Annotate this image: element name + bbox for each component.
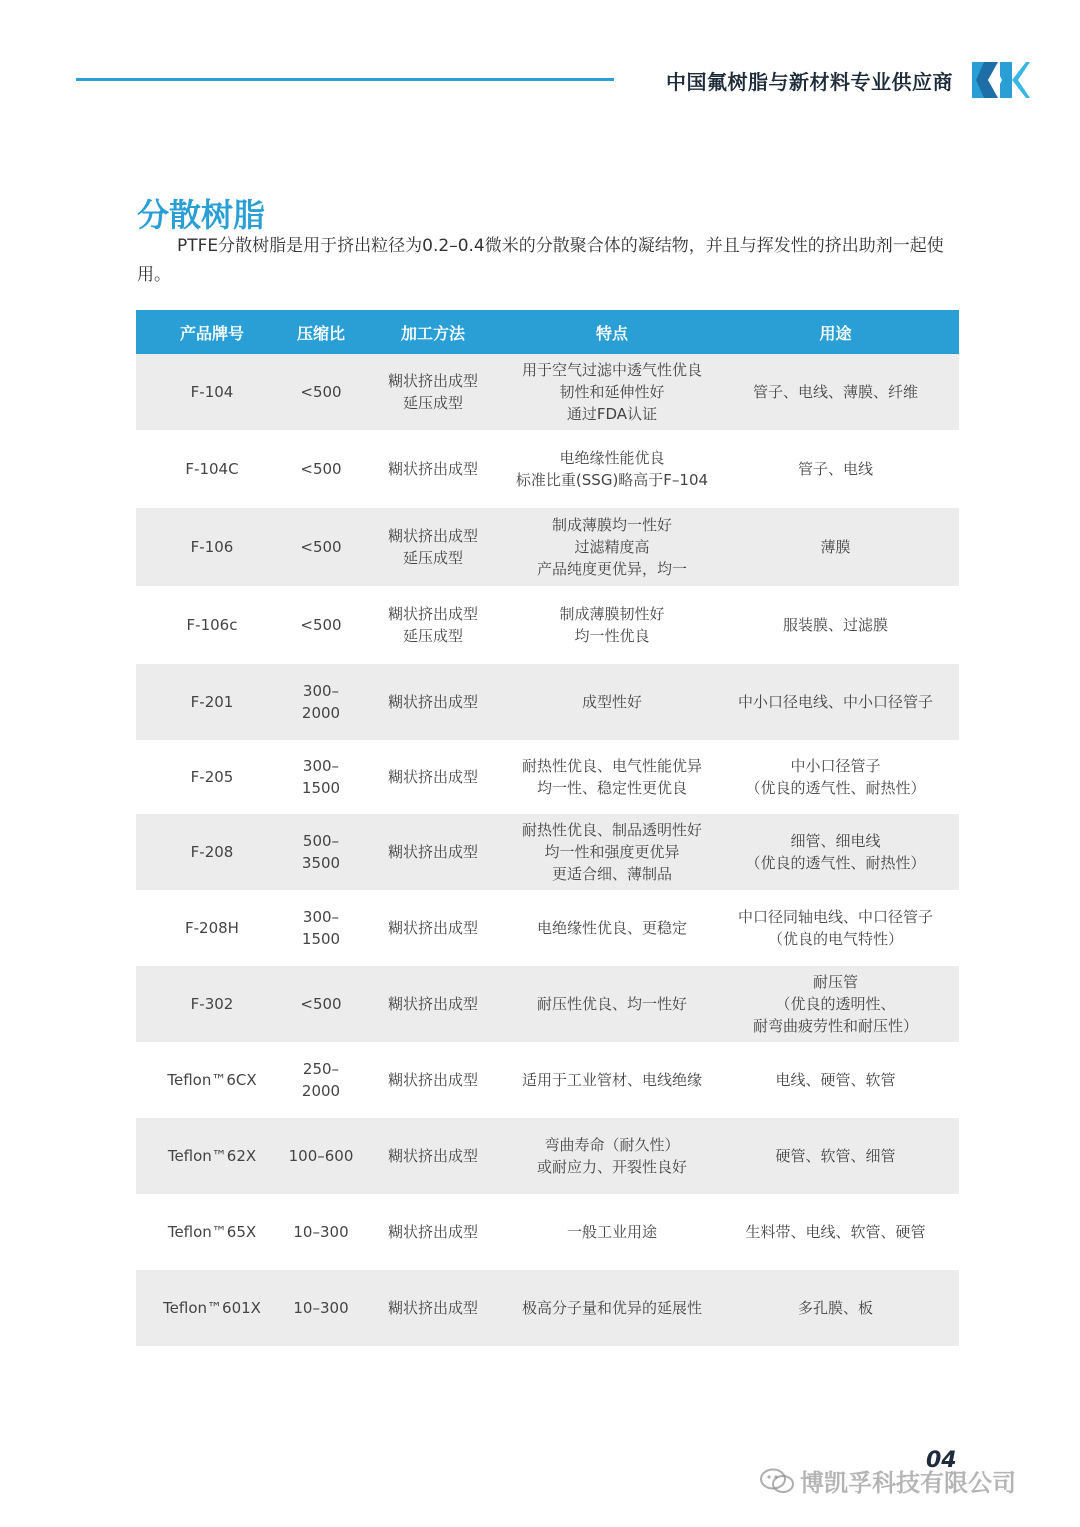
- cell-features: 电绝缘性优良、更稳定: [536, 919, 687, 937]
- cell-uses: 细管、细电线 （优良的透气性、耐热性）: [745, 832, 926, 872]
- watermark: [760, 1463, 1016, 1498]
- cell-uses: 电线、硬管、软管: [775, 1071, 896, 1089]
- cell-ratio: <500: [300, 538, 342, 556]
- cell-uses: 中口径同轴电线、中口径管子 （优良的电气特性）: [737, 908, 933, 948]
- cell-ratio: <500: [300, 460, 342, 478]
- cell-grade: F-205: [190, 768, 234, 786]
- cell-ratio: <500: [300, 616, 342, 634]
- cell-method: 糊状挤出成型: [387, 843, 478, 861]
- intro-paragraph: PTFE分散树脂是用于挤出粒径为0.2–0.4微米的分散聚合体的凝结物，并且与挥发性的挤出助剂一起使用。: [137, 236, 944, 285]
- cell-method: 糊状挤出成型: [387, 1223, 478, 1241]
- cell-features: 弯曲寿命（耐久性） 或耐应力、开裂性良好: [536, 1136, 687, 1176]
- cell-features: 适用于工业管材、电线绝缘: [521, 1071, 702, 1089]
- cell-grade: F-208: [190, 843, 234, 861]
- table-body: [136, 354, 959, 1346]
- cell-grade: F-208H: [185, 919, 239, 937]
- cell-uses: 中小口径管子 （优良的透气性、耐热性）: [745, 757, 926, 797]
- table-row: [136, 1118, 959, 1194]
- header-method: 加工方法: [400, 323, 465, 343]
- cell-features: 制成薄膜均一性好 过滤精度高 产品纯度更优异，均一: [536, 516, 687, 578]
- table-row: [136, 586, 959, 664]
- cell-method: 糊状挤出成型: [387, 1299, 478, 1317]
- header-features: 特点: [595, 323, 628, 343]
- cell-features: 用于空气过滤中透气性优良 韧性和延伸性好 通过FDA认证: [521, 361, 702, 423]
- table-row: [136, 890, 959, 966]
- cell-grade: Teflon™62X: [167, 1147, 257, 1165]
- table-row: [136, 508, 959, 586]
- cell-uses: 多孔膜、板: [797, 1299, 873, 1317]
- cell-features: 一般工业用途: [566, 1223, 657, 1241]
- cell-uses: 硬管、软管、细管: [775, 1147, 896, 1165]
- wechat-icon: [760, 1468, 794, 1494]
- cell-method: 糊状挤出成型: [387, 995, 478, 1013]
- cell-features: 耐压性优良、均一性好: [536, 995, 687, 1013]
- cell-features: 耐热性优良、制品透明性好 均一性和强度更优异 更适合细、薄制品: [521, 821, 702, 883]
- cell-grade: Teflon™601X: [163, 1299, 261, 1317]
- table-row: [136, 430, 959, 508]
- cell-ratio: 300–1500: [301, 757, 341, 797]
- cell-grade: F-104: [190, 383, 234, 401]
- cell-uses: 薄膜: [820, 538, 851, 556]
- cell-method: 糊状挤出成型 延压成型: [387, 605, 478, 645]
- cell-ratio: 500–3500: [301, 832, 341, 872]
- cell-ratio: <500: [300, 383, 342, 401]
- cell-grade: F-302: [190, 995, 234, 1013]
- cell-grade: Teflon™65X: [167, 1223, 257, 1241]
- table-row: [136, 664, 959, 740]
- cell-features: 极高分子量和优异的延展性: [521, 1299, 702, 1317]
- cell-method: 糊状挤出成型: [387, 460, 478, 478]
- product-table: [136, 310, 959, 1346]
- table-row: [136, 740, 959, 814]
- header-title: 中国氟树脂与新材料专业供应商: [666, 70, 953, 94]
- cell-ratio: <500: [300, 995, 342, 1013]
- cell-grade: F-104C: [185, 460, 239, 478]
- cell-method: 糊状挤出成型: [387, 1071, 478, 1089]
- table-row: [136, 1270, 959, 1346]
- cell-method: 糊状挤出成型 延压成型: [387, 372, 478, 412]
- watermark-text: 博凯孚科技有限公司: [800, 1469, 1016, 1497]
- header-uses: 用途: [819, 323, 852, 343]
- table-header: [136, 310, 959, 354]
- table-row: [136, 814, 959, 890]
- cell-grade: F-106c: [186, 616, 238, 634]
- cell-ratio: 300–2000: [301, 682, 341, 722]
- cell-features: 成型性好: [581, 693, 642, 711]
- cell-uses: 生料带、电线、软管、硬管: [745, 1223, 926, 1241]
- table-row: [136, 966, 959, 1042]
- header-rule: [76, 78, 614, 81]
- cell-uses: 中小口径电线、中小口径管子: [737, 693, 933, 711]
- header-grade: 产品牌号: [179, 323, 244, 343]
- cell-uses: 服装膜、过滤膜: [782, 616, 888, 634]
- cell-ratio: 10–300: [293, 1299, 349, 1317]
- cell-grade: F-201: [190, 693, 234, 711]
- cell-ratio: 10–300: [293, 1223, 349, 1241]
- table-row: [136, 354, 959, 430]
- cell-method: 糊状挤出成型: [387, 693, 478, 711]
- cell-ratio: 100–600: [288, 1147, 354, 1165]
- table-row: [136, 1194, 959, 1270]
- cell-grade: F-106: [190, 538, 234, 556]
- page-number: 04: [926, 1448, 957, 1473]
- section-title: 分散树脂: [137, 196, 266, 234]
- cell-method: 糊状挤出成型: [387, 768, 478, 786]
- cell-method: 糊状挤出成型: [387, 919, 478, 937]
- cell-ratio: 300–1500: [301, 908, 341, 948]
- cell-uses: 管子、电线: [797, 460, 873, 478]
- cell-grade: Teflon™6CX: [167, 1071, 257, 1089]
- cell-features: 制成薄膜韧性好 均一性优良: [559, 605, 665, 645]
- header-ratio: 压缩比: [296, 323, 345, 343]
- cell-features: 电绝缘性能优良 标准比重(SSG)略高于F–104: [515, 449, 709, 489]
- cell-method: 糊状挤出成型 延压成型: [387, 527, 478, 567]
- cell-uses: 耐压管 （优良的透明性、 耐弯曲疲劳性和耐压性）: [752, 973, 918, 1035]
- cell-method: 糊状挤出成型: [387, 1147, 478, 1165]
- cell-ratio: 250–2000: [301, 1060, 341, 1100]
- table-row: [136, 1042, 959, 1118]
- cell-features: 耐热性优良、电气性能优异 均一性、稳定性更优良: [521, 757, 702, 797]
- bk-logo-icon: [972, 60, 1030, 100]
- cell-uses: 管子、电线、薄膜、纤维: [752, 383, 918, 401]
